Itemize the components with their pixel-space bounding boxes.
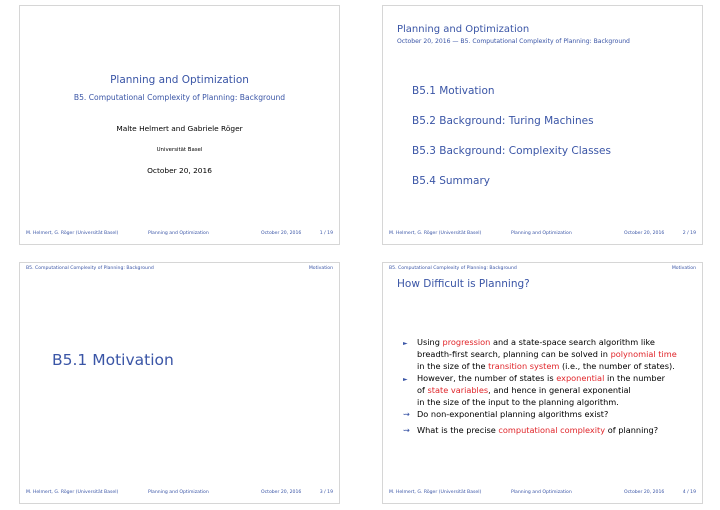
slide-subtitle: October 20, 2016 — B5. Computational Complexity of Planning: Background bbox=[397, 38, 630, 45]
slide-title: Planning and Optimization bbox=[397, 24, 530, 35]
slide-2-outline bbox=[382, 5, 703, 245]
footer-authors: M. Helmert, G. Röger (Universität Basel) bbox=[389, 490, 482, 495]
slide-footer bbox=[389, 231, 696, 241]
footer-date: October 20, 2016 bbox=[261, 490, 302, 495]
slide-4-content bbox=[382, 262, 703, 504]
header-section: B5. Computational Complexity of Planning: Background bbox=[26, 266, 154, 271]
footer-date: October 20, 2016 bbox=[624, 231, 665, 236]
slide-date: October 20, 2016 bbox=[147, 166, 212, 175]
footer-date: October 20, 2016 bbox=[624, 490, 665, 495]
slide-title: Planning and Optimization bbox=[110, 74, 249, 86]
header-subsection: Motivation bbox=[671, 266, 696, 271]
slide-institute: Universität Basel bbox=[156, 147, 203, 153]
slide-footer bbox=[26, 490, 333, 500]
slide-header bbox=[389, 266, 696, 271]
footer-page: 3 / 19 bbox=[319, 490, 333, 495]
footer-authors: M. Helmert, G. Röger (Universität Basel) bbox=[389, 231, 482, 236]
slide-footer bbox=[389, 490, 696, 500]
header-subsection: Motivation bbox=[308, 266, 333, 271]
slide-title: How Difficult is Planning? bbox=[397, 278, 530, 290]
footer-course: Planning and Optimization bbox=[511, 231, 572, 236]
toc-item[interactable]: B5.3 Background: Complexity Classes bbox=[412, 145, 611, 157]
section-title: B5.1 Motivation bbox=[52, 351, 174, 369]
bullet-item: ► However, the number of states is exponential in the number of state variables, and hence in general exponential in the size of the input to the planning algorithm. bbox=[403, 373, 666, 407]
footer-date: October 20, 2016 bbox=[261, 231, 302, 236]
bullet-triangle-icon: ► bbox=[403, 376, 408, 383]
leads-to-arrow-icon: ⇝ bbox=[403, 409, 410, 419]
toc-item[interactable]: B5.2 Background: Turing Machines bbox=[412, 115, 594, 127]
header-section: B5. Computational Complexity of Planning: Background bbox=[389, 266, 517, 271]
toc-item[interactable]: B5.1 Motivation bbox=[412, 85, 495, 97]
slide-1-title bbox=[19, 5, 340, 245]
bullet-triangle-icon: ► bbox=[403, 340, 408, 347]
arrow-item: ⇝ Do non-exponential planning algorithms exist? bbox=[403, 409, 609, 419]
slide-3-section bbox=[19, 262, 340, 504]
footer-course: Planning and Optimization bbox=[148, 490, 209, 495]
footer-course: Planning and Optimization bbox=[511, 490, 572, 495]
toc-item[interactable]: B5.4 Summary bbox=[412, 175, 490, 187]
footer-authors: M. Helmert, G. Röger (Universität Basel) bbox=[26, 490, 119, 495]
footer-page: 4 / 19 bbox=[682, 490, 696, 495]
footer-page: 2 / 19 bbox=[682, 231, 696, 236]
arrow-item: ⇝ What is the precise computational complexity of planning? bbox=[403, 425, 659, 435]
slide-footer bbox=[26, 231, 333, 241]
leads-to-arrow-icon: ⇝ bbox=[403, 425, 410, 435]
bullet-item: ► Using progression and a state-space search algorithm like breadth-first search, planning can be solved in polynomial time in the size of the transition system (i.e., the number of states). bbox=[403, 337, 677, 371]
footer-authors: M. Helmert, G. Röger (Universität Basel) bbox=[26, 231, 119, 236]
slide-subtitle: B5. Computational Complexity of Planning: Background bbox=[73, 93, 286, 102]
slide-authors: Malte Helmert and Gabriele Röger bbox=[116, 124, 243, 133]
footer-page: 1 / 19 bbox=[319, 231, 333, 236]
slide-header bbox=[26, 266, 333, 271]
footer-course: Planning and Optimization bbox=[148, 231, 209, 236]
